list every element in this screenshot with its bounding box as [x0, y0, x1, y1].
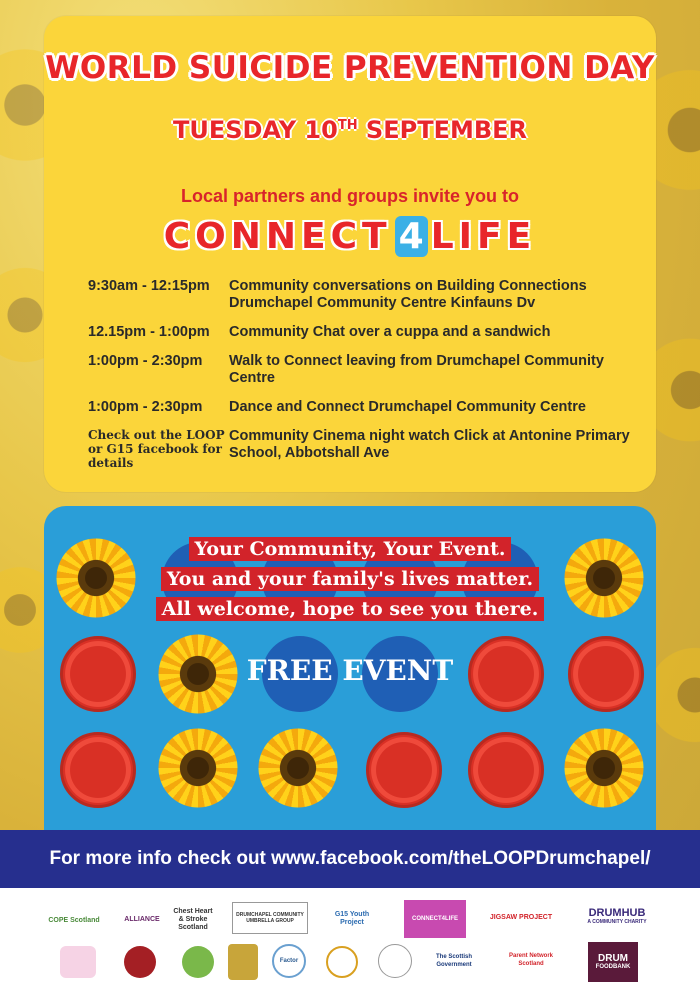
event-details-panel [44, 16, 656, 492]
jigsaw-logo: JIGSAW PROJECT [489, 914, 553, 921]
connect4life-small-logo: CONNECT4LIFE [404, 900, 466, 938]
schedule-time: Check out the LOOP or G15 facebook for details [88, 428, 225, 470]
message-line: All welcome, hope to see you there. [44, 594, 656, 624]
schedule-time: 1:00pm - 2:30pm [88, 399, 203, 415]
schedule-desc: Community conversations on Building Connections Drumchapel Community Centre Kinfauns Dv [229, 278, 587, 311]
dcug-logo: DRUMCHAPEL COMMUNITY UMBRELLA GROUP [232, 902, 308, 934]
more-info-text: For more info check out www.facebook.com/theLOOPDrumchapel/ [49, 848, 651, 869]
message-line: You and your family's lives matter. [44, 564, 656, 594]
drumhub-logo: DRUMHUB A COMMUNITY CHARITY [587, 906, 647, 925]
parent-network-logo: Parent Network Scotland [508, 953, 553, 967]
sunflower-icon [156, 726, 240, 810]
free-event-label: FREE EVENT [246, 654, 454, 687]
schedule-desc: Dance and Connect Drumchapel Community Centre [229, 399, 586, 415]
schedule-row [88, 324, 648, 341]
schedule-time: 12.15pm - 1:00pm [88, 324, 210, 340]
schedule-time: 1:00pm - 2:30pm [88, 353, 203, 369]
chss-logo: Chest Heart & Stroke Scotland [173, 908, 213, 931]
compass-logo [378, 944, 412, 978]
more-info-bar [0, 830, 700, 888]
schedule-desc: Community Cinema night watch Click at Antonine Primary School, Abbotshall Ave [229, 428, 630, 461]
message-line: Your Community, Your Event. [44, 534, 656, 564]
community-logo [182, 946, 214, 978]
event-date: TUESDAY 10TH SEPTEMBER [172, 116, 528, 144]
schedule-row [88, 353, 648, 387]
crest-logo [124, 946, 156, 978]
partner-logos [0, 888, 700, 990]
schedule-list [88, 278, 648, 482]
sunflower-icon [562, 726, 646, 810]
schedule-row [88, 399, 648, 416]
red-counter [366, 732, 442, 808]
shield-logo [228, 944, 258, 980]
red-counter [60, 732, 136, 808]
sunflower-badge-logo [326, 946, 358, 978]
schedule-desc: Walk to Connect leaving from Drumchapel Community Centre [229, 353, 604, 386]
schedule-desc: Community Chat over a cuppa and a sandwich [229, 324, 551, 340]
alliance-logo: ALLIANCE [124, 916, 160, 923]
red-counter [468, 732, 544, 808]
drum-foodbank-logo: DRUM FOODBANK [588, 942, 638, 982]
connect4life-logo: CONNECT 4 LIFE [163, 216, 537, 257]
schedule-row [88, 428, 648, 470]
schedule-time: 9:30am - 12:15pm [88, 278, 210, 294]
scottish-government-logo: The Scottish Government [435, 954, 472, 968]
schedule-row [88, 278, 648, 312]
cope-scotland-logo: COPE Scotland [48, 917, 100, 924]
invite-text: Local partners and groups invite you to [180, 186, 520, 206]
sunflower-icon [256, 726, 340, 810]
g15-logo: G15 Youth Project [334, 911, 370, 926]
event-title: WORLD SUICIDE PREVENTION DAY [45, 50, 655, 86]
connect-four-board [44, 506, 656, 846]
school-logo [60, 946, 96, 978]
factor-logo: Factor [272, 944, 306, 978]
